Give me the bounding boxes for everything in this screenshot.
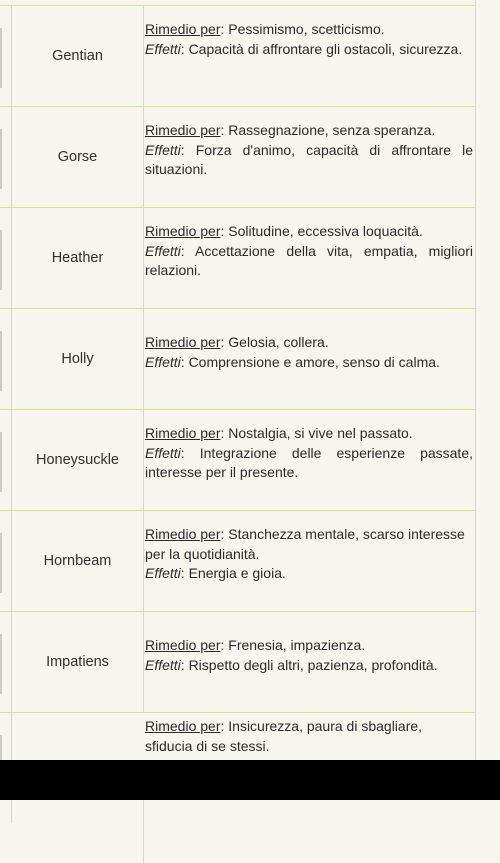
effetti-text: : Comprensione e amore, senso di calma. <box>180 353 440 370</box>
rimedio-text: : Pessimismo, scetticismo. <box>220 21 385 37</box>
remedy-description <box>145 424 473 483</box>
row-image-edge <box>0 331 2 391</box>
effetti-label: Effetti <box>145 353 181 370</box>
rimedio-text: : Insicurezza, paura di sbagliare, sfiducia di se stessi. <box>145 718 423 754</box>
rimedio-text: : Stanchezza mentale, scarso interesse per la quotidianità. <box>145 526 465 562</box>
table-row <box>0 611 476 712</box>
remedy-name: Hornbeam <box>12 511 144 611</box>
table-row <box>0 510 476 611</box>
row-image-edge <box>0 432 2 492</box>
effetti-label: Effetti <box>145 444 181 461</box>
table-row <box>0 409 476 510</box>
table-row <box>0 5 476 106</box>
rimedio-text: : Rassegnazione, senza speranza. <box>220 122 436 138</box>
effetti-label: Effetti <box>145 141 181 158</box>
table-right-border <box>475 0 476 760</box>
system-navigation-bar <box>0 760 500 800</box>
effetti-text: : Capacità di affrontare gli ostacoli, sicurezza. <box>180 40 463 57</box>
rimedio-text: : Nostalgia, si vive nel passato. <box>220 425 413 441</box>
remedies-table <box>0 5 476 823</box>
effetti-label: Effetti <box>145 656 181 673</box>
effetti-label: Effetti <box>145 242 181 259</box>
remedy-description <box>145 333 473 372</box>
table-row <box>0 207 476 308</box>
effetti-text: : Energia e gioia. <box>180 565 286 581</box>
remedy-name: Gorse <box>12 107 144 207</box>
rimedio-label: Rimedio per <box>145 425 221 441</box>
remedy-name: Honeysuckle <box>12 410 144 510</box>
remedy-name: Impatiens <box>12 612 144 712</box>
effetti-text: : Rispetto degli altri, pazienza, profondità. <box>180 656 438 673</box>
rimedio-text: : Frenesia, impazienza. <box>220 637 366 653</box>
rimedio-label: Rimedio per <box>145 122 221 138</box>
rimedio-label: Rimedio per <box>145 718 221 734</box>
remedy-description <box>145 222 473 281</box>
effetti-label: Effetti <box>145 565 181 581</box>
remedy-name: Heather <box>12 208 144 308</box>
row-image-edge <box>0 634 2 694</box>
rimedio-label: Rimedio per <box>145 334 221 350</box>
table-row <box>0 106 476 207</box>
remedy-name: Gentian <box>12 6 144 106</box>
rimedio-label: Rimedio per <box>145 21 221 37</box>
row-image-edge <box>0 129 2 189</box>
row-image-edge <box>0 28 2 88</box>
row-image-edge <box>0 533 2 593</box>
remedy-description <box>145 636 473 675</box>
rimedio-label: Rimedio per <box>145 223 221 239</box>
remedy-description <box>145 20 473 59</box>
effetti-text: : Forza d'animo, capacità di affrontare le situazioni. <box>145 141 473 177</box>
remedy-description <box>145 121 473 180</box>
effetti-label: Effetti <box>145 40 181 57</box>
remedy-description <box>145 525 473 584</box>
effetti-text: : Integrazione delle esperienze passate, interesse per il presente. <box>145 444 473 480</box>
rimedio-label: Rimedio per <box>145 637 221 653</box>
rimedio-text: : Gelosia, collera. <box>220 334 329 350</box>
rimedio-text: : Solitudine, eccessiva loquacità. <box>220 223 423 239</box>
row-image-edge <box>0 230 2 290</box>
effetti-text: : Accettazione della vita, empatia, migliori relazioni. <box>145 242 473 278</box>
rimedio-label: Rimedio per <box>145 526 221 542</box>
table-row <box>0 308 476 409</box>
remedy-name: Holly <box>12 309 144 409</box>
